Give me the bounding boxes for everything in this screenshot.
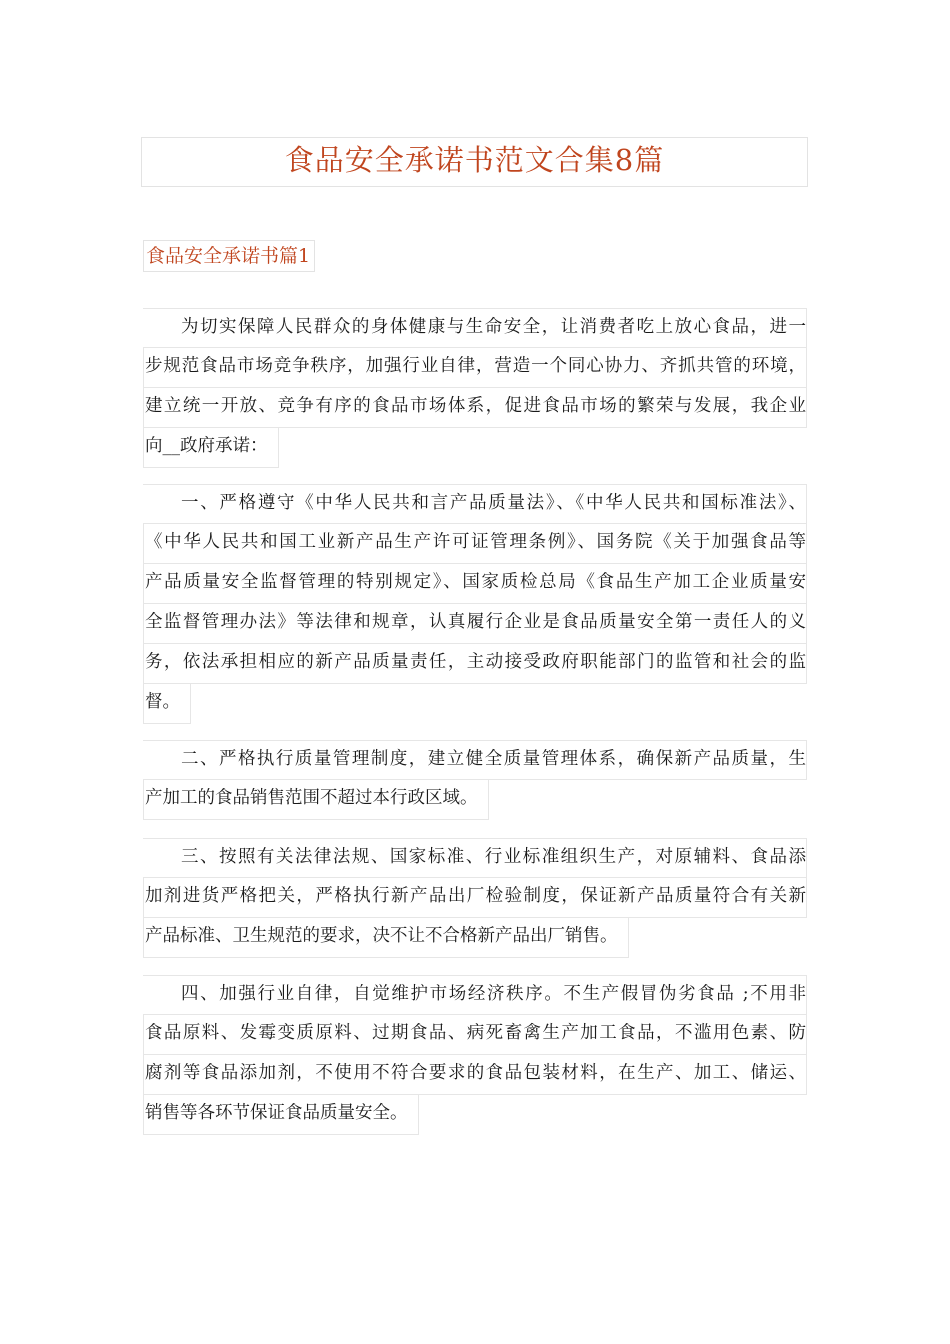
paragraph-line: 产加工的食品销售范围不超过本行政区域。 xyxy=(143,780,489,820)
paragraph-line: 督。 xyxy=(143,684,191,724)
paragraph-line: 步规范食品市场竞争秩序，加强行业自律，营造一个同心协力、齐抓共管的环境， xyxy=(143,348,807,388)
paragraph-line: 一、严格遵守《中华人民共和言产品质量法》、《中华人民共和国标准法》、 xyxy=(143,484,807,524)
paragraph-line: 腐剂等食品添加剂，不使用不符合要求的食品包装材料，在生产、加工、储运、 xyxy=(143,1055,807,1095)
paragraph-line: 务，依法承担相应的新产品质量责任，主动接受政府职能部门的监管和社会的监 xyxy=(143,644,807,684)
paragraph-line: 建立统一开放、竞争有序的食品市场体系，促进食品市场的繁荣与发展，我企业 xyxy=(143,388,807,428)
paragraph-line: 食品原料、发霉变质原料、过期食品、病死畜禽生产加工食品，不滥用色素、防 xyxy=(143,1015,807,1055)
paragraph-item-1 xyxy=(143,484,807,728)
section-heading: 食品安全承诺书篇1 xyxy=(143,240,315,272)
paragraph-line: 销售等各环节保证食品质量安全。 xyxy=(143,1095,419,1135)
paragraph-line: 为切实保障人民群众的身体健康与生命安全，让消费者吃上放心食品，进一 xyxy=(143,308,807,348)
paragraph-line: 二、严格执行质量管理制度，建立健全质量管理体系，确保新产品质量，生 xyxy=(143,740,807,780)
document-title: 食品安全承诺书范文合集8篇 xyxy=(141,137,808,187)
paragraph-line: 《中华人民共和国工业新产品生产许可证管理条例》、国务院《关于加强食品等 xyxy=(143,524,807,564)
paragraph-line: 产品质量安全监督管理的特别规定》、国家质检总局《食品生产加工企业质量安 xyxy=(143,564,807,604)
paragraph-line: 产品标准、卫生规范的要求，决不让不合格新产品出厂销售。 xyxy=(143,918,629,958)
paragraph-line: 三、按照有关法律法规、国家标准、行业标准组织生产，对原辅料、食品添 xyxy=(143,838,807,878)
paragraph-item-2 xyxy=(143,740,807,824)
paragraph-intro xyxy=(143,308,807,472)
paragraph-item-4 xyxy=(143,975,807,1139)
paragraph-line: 四、加强行业自律，自觉维护市场经济秩序。不生产假冒伪劣食品 ;不用非 xyxy=(143,975,807,1015)
paragraph-line: 向__政府承诺： xyxy=(143,428,279,468)
paragraph-item-3 xyxy=(143,838,807,962)
paragraph-line: 加剂进货严格把关，严格执行新产品出厂检验制度，保证新产品质量符合有关新 xyxy=(143,878,807,918)
paragraph-line: 全监督管理办法》等法律和规章，认真履行企业是食品质量安全第一责任人的义 xyxy=(143,604,807,644)
